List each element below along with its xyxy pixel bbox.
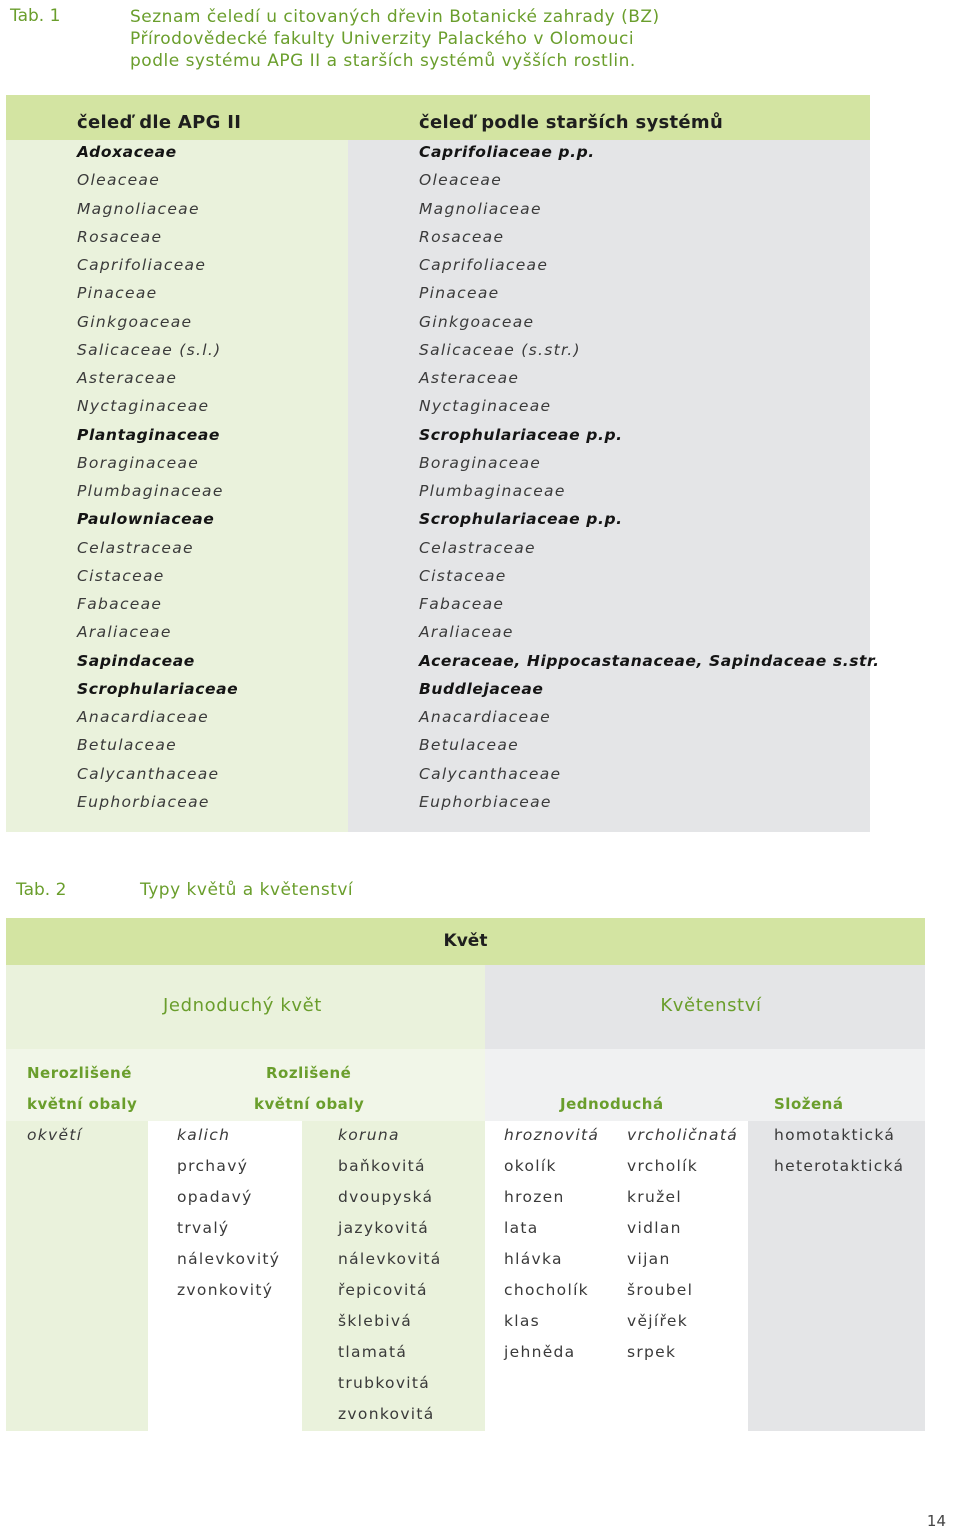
- table1-left-cell: Sapindaceae: [77, 651, 195, 670]
- flower-header: Květ: [443, 931, 488, 951]
- cymose-type: srpek: [627, 1343, 677, 1361]
- table1-right-cell: Pinaceae: [419, 284, 500, 303]
- table1-right-cell: Rosaceae: [419, 227, 505, 246]
- table1-right-cell: Aceraceae, Hippocastanaceae, Sapindaceae s.str.: [419, 651, 880, 670]
- table1-right-cell: Caprifoliaceae p.p.: [419, 143, 595, 161]
- table1-right-cell: Ginkgoaceae: [419, 312, 535, 331]
- table2-top-header: [6, 918, 925, 965]
- corolla-type: zvonkovitá: [338, 1405, 435, 1423]
- table1-left-cell: Fabaceae: [77, 595, 163, 613]
- table1-left-cell: Plumbaginaceae: [77, 482, 224, 500]
- table1-right-cell: Cistaceae: [419, 566, 507, 585]
- table1-left-cell: Scrophulariaceae: [77, 679, 239, 698]
- table1-right-cell: Buddlejaceae: [419, 679, 544, 698]
- racemose-type: hlávka: [504, 1250, 563, 1268]
- table1-header-left: čeleď dle APG II: [77, 112, 242, 133]
- heterotactic-label: heterotaktická: [774, 1157, 905, 1175]
- table1-right-cell: Calycanthaceae: [419, 764, 562, 783]
- calyx-type: zvonkovitý: [177, 1281, 274, 1299]
- table1-left-cell: Araliaceae: [77, 623, 172, 642]
- table1-caption-line: podle systému APG II a starších systémů vyšších rostlin.: [130, 51, 636, 71]
- table1-number: Tab. 1: [10, 6, 61, 26]
- table1-left-cell: Betulaceae: [77, 736, 177, 755]
- table1-right-cell: Scrophulariaceae p.p.: [419, 425, 623, 444]
- racemose-type: okolík: [504, 1157, 557, 1175]
- differentiated-line2: květní obaly: [254, 1095, 365, 1113]
- table1-left-cell: Rosaceae: [77, 227, 163, 246]
- table1-left-cell: Paulowniaceae: [77, 510, 215, 529]
- table1-left-cell: Salicaceae (s.l.): [77, 340, 222, 359]
- table1-left-cell: Nyctaginaceae: [77, 397, 210, 416]
- corolla-type: nálevkovitá: [338, 1250, 442, 1268]
- calyx-label: kalich: [177, 1126, 231, 1144]
- inflorescence-header: Květenství: [660, 995, 762, 1016]
- racemose-type: hrozen: [504, 1188, 565, 1206]
- calyx-type: opadavý: [177, 1188, 253, 1206]
- table1-left-cell: Cistaceae: [77, 566, 165, 585]
- table2-number: Tab. 2: [16, 880, 67, 900]
- table1-left-cell: Pinaceae: [77, 284, 158, 303]
- corolla-type: trubkovitá: [338, 1374, 431, 1392]
- racemose-label: hroznovitá: [504, 1126, 600, 1144]
- table1-caption: [130, 6, 660, 72]
- cymose-type: vrcholík: [627, 1157, 699, 1175]
- undifferentiated-line1: Nerozlišené: [27, 1064, 132, 1082]
- table1-right-cell: Asteraceae: [419, 369, 520, 387]
- table1-right-cell: Betulaceae: [419, 736, 519, 755]
- table1-left-cell: Adoxaceae: [77, 143, 177, 161]
- calyx-type: prchavý: [177, 1157, 249, 1175]
- table1-left-cell: Calycanthaceae: [77, 764, 220, 783]
- racemose-type: chocholík: [504, 1281, 589, 1299]
- table1-left-cell: Plantaginaceae: [77, 425, 221, 444]
- table1-left-cell: Magnoliaceae: [77, 199, 200, 218]
- perigon-column-bg: [6, 1121, 148, 1431]
- compound-inflorescence-header: Složená: [774, 1095, 844, 1113]
- table1-right-cell: Araliaceae: [419, 623, 514, 642]
- racemose-type: lata: [504, 1219, 539, 1237]
- inflorescence-type-band: [485, 1049, 925, 1121]
- racemose-type: jehněda: [504, 1343, 576, 1361]
- table1-right-cell: Boraginaceae: [419, 453, 542, 472]
- racemose-type: klas: [504, 1312, 541, 1330]
- table1-left-cell: Ginkgoaceae: [77, 312, 193, 331]
- cymose-type: vějířek: [627, 1312, 688, 1330]
- undifferentiated-line2: květní obaly: [27, 1095, 138, 1113]
- table1-header-right: čeleď podle starších systémů: [419, 112, 724, 133]
- table1-right-cell: Plumbaginaceae: [419, 482, 566, 500]
- cymose-type: vijan: [627, 1250, 671, 1268]
- table1-caption-line: Přírodovědecké fakulty Univerzity Palackého v Olomouci: [130, 29, 635, 49]
- corolla-type: baňkovitá: [338, 1157, 426, 1175]
- table1-right-cell: Oleaceae: [419, 171, 503, 190]
- table1-left-cell: Celastraceae: [77, 538, 194, 557]
- table1-right-cell: Anacardiaceae: [419, 708, 551, 726]
- table1-right-cell: Nyctaginaceae: [419, 397, 552, 416]
- table2-caption: Typy květů a květenství: [140, 880, 354, 900]
- simple-flower-header: Jednoduchý květ: [163, 995, 322, 1016]
- table1-right-cell: Fabaceae: [419, 595, 505, 613]
- corolla-type: šklebivá: [338, 1312, 413, 1330]
- page-number: 14: [926, 1512, 946, 1530]
- table1-right-cell: Euphorbiaceae: [419, 792, 552, 811]
- cymose-label: vrcholičnatá: [627, 1126, 739, 1144]
- corolla-label: koruna: [338, 1126, 400, 1144]
- cymose-type: šroubel: [627, 1281, 694, 1299]
- cymose-type: kružel: [627, 1188, 682, 1206]
- table1-left-cell: Oleaceae: [77, 171, 161, 190]
- table1-left-cell: Asteraceae: [77, 369, 178, 387]
- table1-left-cell: Boraginaceae: [77, 453, 200, 472]
- calyx-type: nálevkovitý: [177, 1250, 281, 1268]
- differentiated-line1: Rozlišené: [266, 1064, 352, 1082]
- table1-left-cell: Anacardiaceae: [77, 708, 209, 726]
- cymose-type: vidlan: [627, 1219, 682, 1237]
- simple-inflorescence-header: Jednoduchá: [560, 1095, 664, 1113]
- corolla-type: tlamatá: [338, 1343, 408, 1361]
- table1-right-cell: Celastraceae: [419, 538, 536, 557]
- homotactic-label: homotaktická: [774, 1126, 896, 1144]
- table1-right-cell: Caprifoliaceae: [419, 256, 549, 274]
- table1-right-cell: Scrophulariaceae p.p.: [419, 510, 623, 529]
- table1-right-cell: Salicaceae (s.str.): [419, 340, 581, 359]
- table1-right-cell: Magnoliaceae: [419, 199, 542, 218]
- table1-left-cell: Caprifoliaceae: [77, 256, 207, 274]
- table1-caption-line: Seznam čeledí u citovaných dřevin Botanické zahrady (BZ): [130, 7, 660, 27]
- corolla-type: řepicovitá: [338, 1281, 428, 1299]
- corolla-type: dvoupyská: [338, 1188, 434, 1206]
- perigon-label: okvětí: [27, 1126, 83, 1144]
- corolla-type: jazykovitá: [338, 1219, 430, 1237]
- table1-left-cell: Euphorbiaceae: [77, 792, 210, 811]
- calyx-type: trvalý: [177, 1219, 230, 1237]
